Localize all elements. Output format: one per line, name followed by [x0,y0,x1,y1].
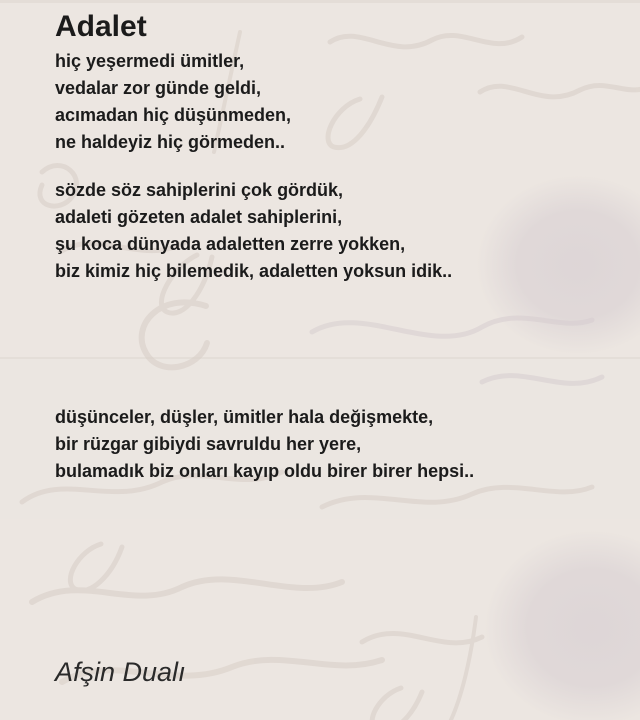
poem-stanza-3 [55,404,474,485]
poem-line: şu koca dünyada adaletten zerre yokken, [55,234,406,254]
poem-line: acımadan hiç düşünmeden, [55,105,292,125]
poem-line: bulamadık biz onları kayıp oldu birer birer hepsi.. [55,461,475,481]
poem-line: adaleti gözeten adalet sahiplerini, [55,207,343,227]
poem-body [55,48,474,485]
poem-line: vedalar zor günde geldi, [55,78,262,98]
poem-stanza-1 [55,48,474,156]
poem-line: ne haldeyiz hiç görmeden.. [55,132,286,152]
poem-line: düşünceler, düşler, ümitler hala değişmekte, [55,407,434,427]
poem-title: Adalet [55,10,147,43]
poem-line: hiç yeşermedi ümitler, [55,51,245,71]
poem-author: Afşin Dualı [55,657,186,687]
poem-line: sözde söz sahiplerini çok gördük, [55,180,344,200]
poem-line: bir rüzgar gibiydi savruldu her yere, [55,434,362,454]
poem-stanza-2 [55,177,474,285]
poem-line: biz kimiz hiç bilemedik, adaletten yoksun idik.. [55,261,453,281]
